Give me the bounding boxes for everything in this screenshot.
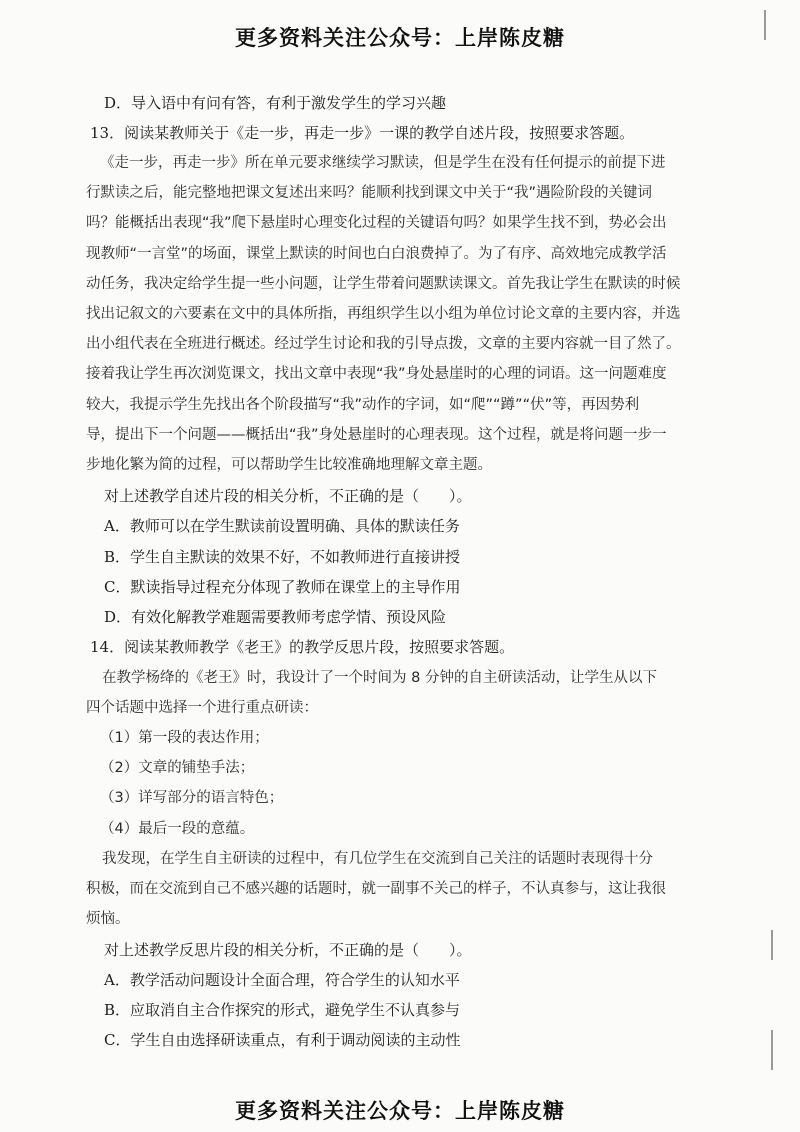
question-14-stem: 14．阅读某教师教学《老王》的教学反思片段，按照要求答题。	[90, 638, 515, 656]
q13-passage-line-6: 找出记叙文的六要素在文中的具体所指，再组织学生以小组为单位讨论文章的主要内容，并选	[86, 306, 681, 322]
q13-passage-line-7: 出小组代表在全班进行概述。经过学生讨论和我的引导点拨，文章的主要内容就一目了然了。	[86, 336, 681, 352]
page-footer-watermark: 更多资料关注公众号：上岸陈皮糖	[235, 1099, 565, 1123]
q13-passage-line-4: 现教师“一言堂”的场面，课堂上默读的时间也白白浪费掉了。为了有序、高效地完成教学活	[86, 246, 667, 262]
q14-passage-line-1: 在教学杨绛的《老王》时，我设计了一个时间为 8 分钟的自主研读活动，让学生从以下	[102, 670, 657, 686]
q13-option-a: A．教师可以在学生默读前设置明确、具体的默读任务	[104, 517, 460, 535]
q13-passage-line-5: 动任务，我决定给学生提一些小问题，让学生带着问题默读课文。首先我让学生在默读的时候	[86, 276, 681, 292]
option-d-q12: D．导入语中有问有答，有利于激发学生的学习兴趣	[104, 94, 447, 112]
q13-option-b: B．学生自主默读的效果不好，不如教师进行直接讲授	[104, 548, 461, 566]
q13-passage-line-10: 导，提出下一个问题——概括出“我”身处悬崖时的心理表现。这个过程，就是将问题一步一	[86, 427, 667, 443]
q13-option-d: D．有效化解教学难题需要教师考虑学情、预设风险	[104, 608, 447, 626]
q14-passage-line-5: 烦恼。	[86, 911, 130, 927]
q13-passage-line-1: 《走一步，再走一步》所在单元要求继续学习默读，但是学生在没有任何提示的前提下进	[100, 155, 666, 171]
q14-passage-line-2: 四个话题中选择一个进行重点研读：	[86, 700, 318, 716]
q14-passage-line-4: 积极，而在交流到自己不感兴趣的话题时，就一副事不关己的样子，不认真参与，这让我很	[86, 881, 666, 897]
q14-passage-line-3: 我发现，在学生自主研读的过程中，有几位学生在交流到自己关注的话题时表现得十分	[102, 851, 653, 867]
q14-option-c: C．学生自由选择研读重点，有利于调动阅读的主动性	[104, 1031, 461, 1049]
q14-option-a: A．教学活动问题设计全面合理，符合学生的认知水平	[104, 971, 460, 989]
scan-edge-mark	[771, 930, 773, 960]
q13-passage-line-8: 接着我让学生再次浏览课文，找出文章中表现“我”身处悬崖时的心理的词语。这一问题难度	[86, 366, 667, 382]
q14-topic-4: （4）最后一段的意蕴。	[100, 821, 255, 837]
q14-topic-2: （2）文章的铺垫手法；	[100, 760, 255, 776]
q14-prompt: 对上述教学反思片段的相关分析，不正确的是（ ）。	[104, 941, 472, 959]
q13-passage-line-3: 吗？能概括出表现“我”爬下悬崖时心理变化过程的关键语句吗？如果学生找不到，势必会出	[86, 215, 667, 231]
question-13-stem: 13．阅读某教师关于《走一步，再走一步》一课的教学自述片段，按照要求答题。	[90, 124, 635, 142]
q13-passage-line-9: 较大，我提示学生先找出各个阶段描写“我”动作的字词，如“爬”“蹲”“伏”等，再因势利	[86, 397, 640, 413]
q14-topic-3: （3）详写部分的语言特色；	[100, 790, 284, 806]
page-header-watermark: 更多资料关注公众号：上岸陈皮糖	[235, 26, 565, 50]
q13-passage-line-2: 行默读之后，能完整地把课文复述出来吗？能顺利找到课文中关于“我”遇险阶段的关键词	[86, 185, 653, 201]
scan-edge-mark	[771, 1030, 773, 1070]
q13-passage-line-11: 步地化繁为简的过程，可以帮助学生比较准确地理解文章主题。	[86, 457, 492, 473]
q13-option-c: C．默读指导过程充分体现了教师在课堂上的主导作用	[104, 578, 461, 596]
q13-prompt: 对上述教学自述片段的相关分析，不正确的是（ ）。	[104, 487, 472, 505]
scan-edge-mark	[764, 10, 766, 40]
q14-option-b: B．应取消自主合作探究的形式，避免学生不认真参与	[104, 1001, 461, 1019]
q14-topic-1: （1）第一段的表达作用；	[100, 730, 269, 746]
